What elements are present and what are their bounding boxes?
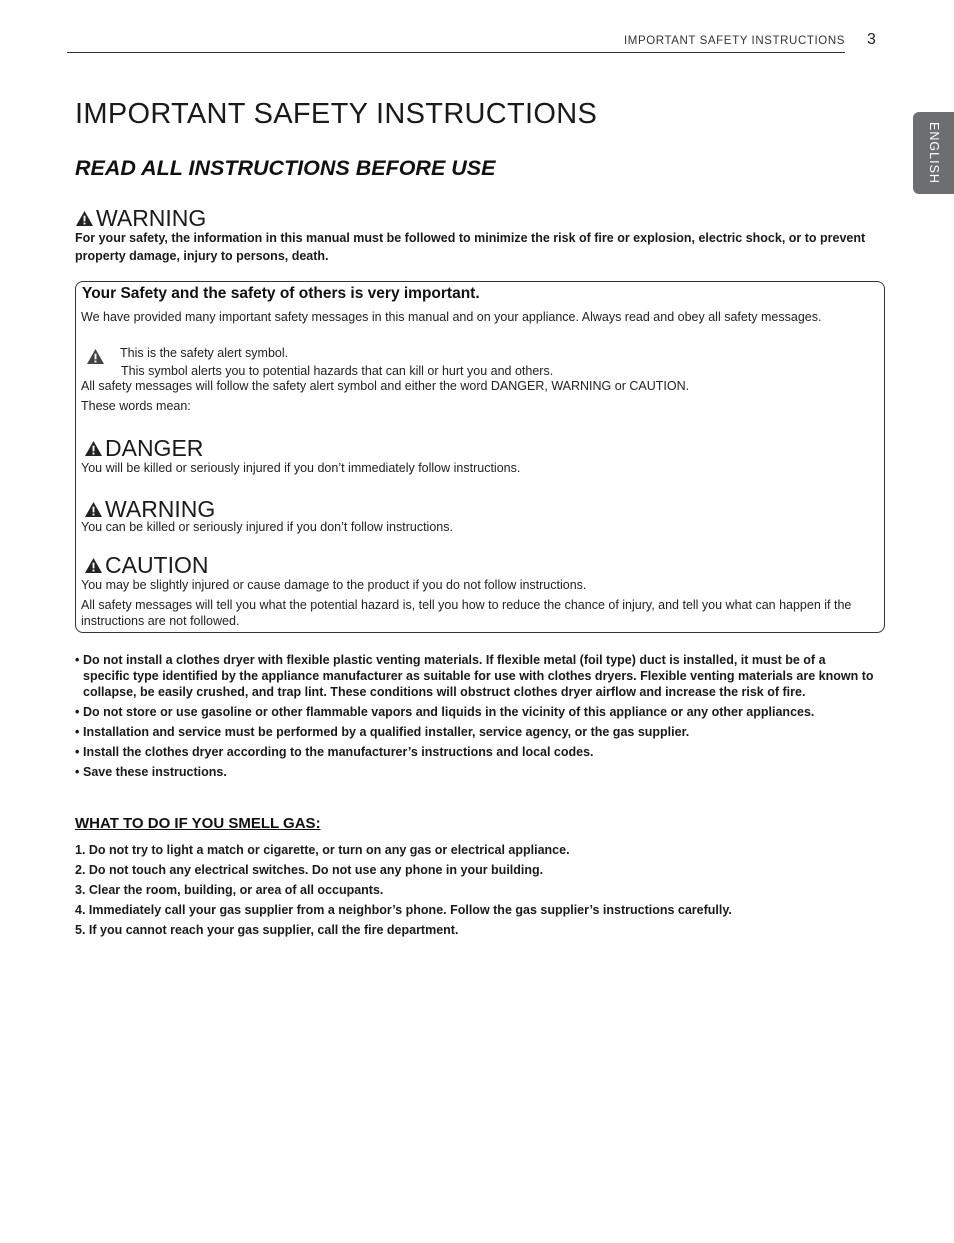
safety-alert-icon	[86, 348, 105, 365]
safety-alert-icon	[84, 557, 103, 574]
list-item: 5. If you cannot reach your gas supplier, call the fire department.	[75, 923, 459, 937]
list-item: 4. Immediately call your gas supplier from a neighbor’s phone. Follow the gas supplier’s instructions carefully.	[75, 903, 732, 917]
danger-heading	[84, 437, 203, 460]
safety-alert-icon	[84, 501, 103, 518]
safety-messages-follow: All safety messages will follow the safety alert symbol and either the word DANGER, WARNING or CAUTION.	[81, 379, 690, 393]
page-title: IMPORTANT SAFETY INSTRUCTIONS	[75, 98, 598, 130]
top-warning-label: WARNING	[96, 205, 207, 231]
gas-steps-list	[75, 842, 875, 942]
list-item: 3. Clear the room, building, or area of all occupants.	[75, 883, 384, 897]
language-tab	[913, 112, 954, 194]
list-item: 1. Do not try to light a match or cigarette, or turn on any gas or electrical appliance.	[75, 843, 570, 857]
safety-message-box	[75, 281, 885, 633]
list-item: • Installation and service must be performed by a qualified installer, service agency, or the gas supplier.	[75, 724, 875, 740]
caution-text: You may be slightly injured or cause damage to the product if you do not follow instructions.	[81, 578, 587, 592]
warning-text: You can be killed or seriously injured if you don’t follow instructions.	[81, 520, 453, 534]
page-subtitle: READ ALL INSTRUCTIONS BEFORE USE	[75, 156, 496, 180]
safety-alert-icon	[75, 210, 94, 227]
safety-symbol-description: This symbol alerts you to potential hazards that can kill or hurt you and others.	[121, 364, 554, 378]
list-item: • Do not store or use gasoline or other flammable vapors and liquids in the vicinity of this appliance or any other appliances.	[75, 704, 875, 720]
running-header-title: IMPORTANT SAFETY INSTRUCTIONS	[623, 35, 845, 47]
danger-label: DANGER	[105, 435, 204, 461]
list-item: • Install the clothes dryer according to the manufacturer’s instructions and local codes.	[75, 744, 875, 760]
top-warning-heading	[75, 207, 206, 230]
list-item: 2. Do not touch any electrical switches. Do not use any phone in your building.	[75, 863, 544, 877]
list-item: • Do not install a clothes dryer with flexible plastic venting materials. If flexible metal (foil type) duct is installed, it must be of a specific type identified by the appliance manufacturer as suitable for use with clothes dryers. Flexible venting materials are known to collapse, be easily crushed, and trap lint. These conditions will obstruct clothes dryer airflow and increase the risk of fire.	[75, 652, 875, 700]
top-warning-text: For your safety, the information in this manual must be followed to minimize the risk of fire or explosion, electric shock, or to prevent property damage, injury to persons, death.	[75, 231, 866, 263]
caution-heading	[84, 554, 209, 577]
safety-alert-icon	[84, 440, 103, 457]
safety-box-heading: Your Safety and the safety of others is very important.	[82, 285, 480, 302]
safety-bullet-list	[75, 652, 875, 784]
safety-words-mean: These words mean:	[81, 399, 191, 413]
safety-symbol-line: This is the safety alert symbol.	[120, 346, 289, 360]
list-item: • Save these instructions.	[75, 764, 875, 780]
page-number: 3	[867, 31, 876, 48]
safety-box-intro: We have provided many important safety messages in this manual and on your appliance. Always read and obey all safety messages.	[81, 310, 822, 324]
safety-box-closing: All safety messages will tell you what the potential hazard is, tell you how to reduce the chance of injury, and tell you what can happen if the instructions are not followed.	[81, 598, 852, 628]
gas-section-heading: WHAT TO DO IF YOU SMELL GAS:	[75, 815, 321, 832]
warning-label: WARNING	[105, 496, 216, 522]
danger-text: You will be killed or seriously injured if you don’t immediately follow instructions.	[81, 461, 521, 475]
warning-heading	[84, 498, 215, 521]
running-header	[67, 30, 845, 53]
caution-label: CAUTION	[105, 552, 209, 578]
language-tab-label: ENGLISH	[926, 122, 941, 184]
